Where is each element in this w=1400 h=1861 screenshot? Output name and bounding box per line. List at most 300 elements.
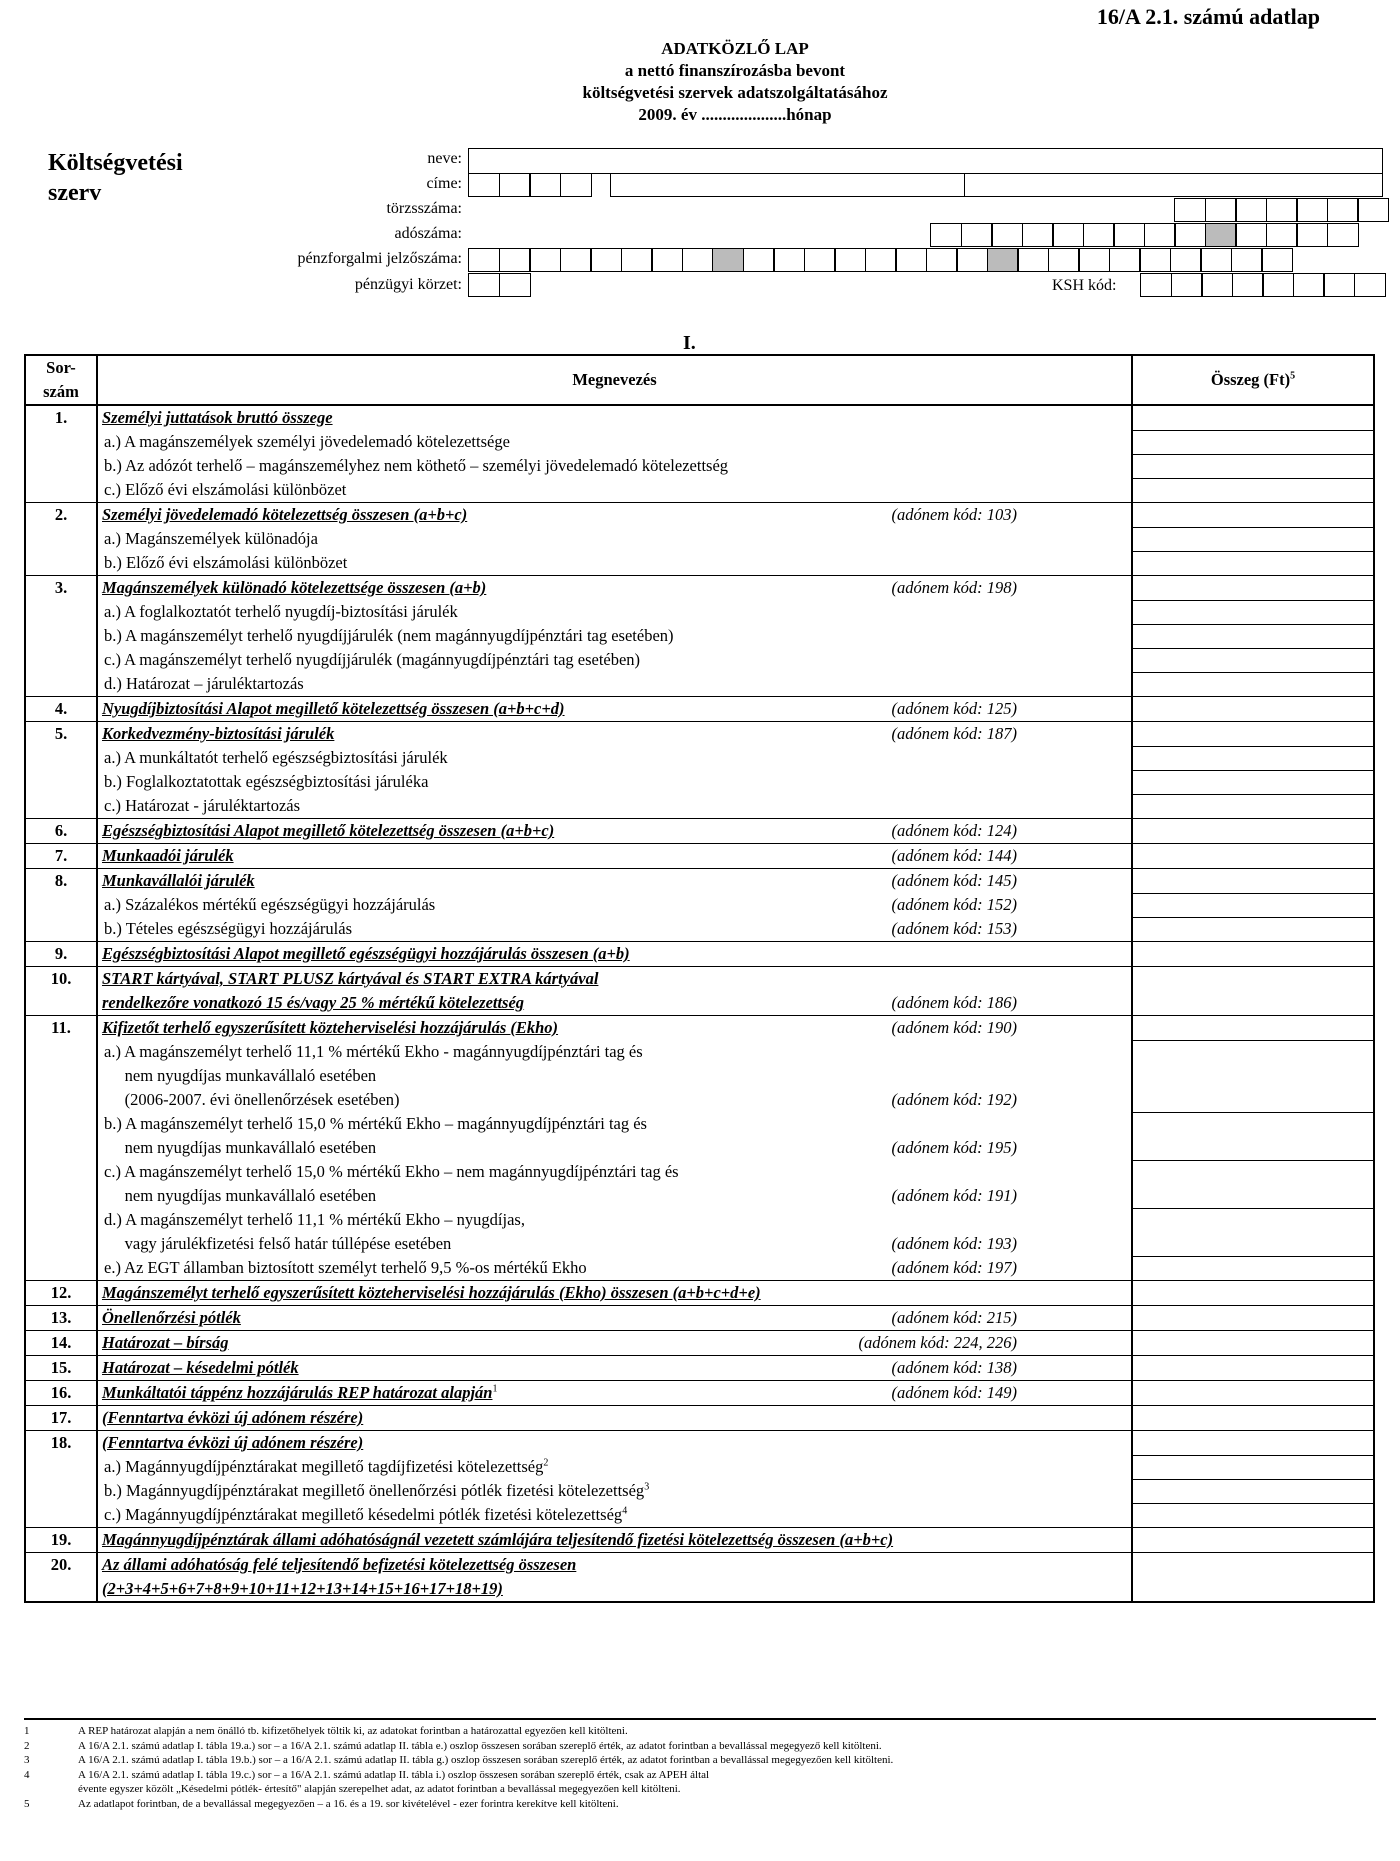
tax-code: (adónem kód: 197) [891,1258,1017,1277]
amount-cell[interactable] [1132,672,1374,697]
row-label: Nyugdíjbiztosítási Alapot megillető kötelezettség összesen (a+b+c+d) [102,699,565,718]
row-text-line [102,1088,1127,1112]
table-row [25,1208,1374,1256]
table-row [25,1331,1374,1356]
footnote [24,1739,1384,1754]
row-text-line [102,1381,1127,1405]
table-row [25,430,1374,454]
address-city-field[interactable] [610,173,965,197]
row-label: Személyi jövedelemadó kötelezettség összesen (a+b+c) [102,505,468,524]
amount-cell[interactable] [1132,746,1374,770]
row-text-line [102,1112,1127,1136]
row-description [97,1479,1132,1503]
row-label: a.) A magánszemélyek személyi jövedelemadó kötelezettsége [104,432,510,451]
table-row [25,1256,1374,1281]
row-text-line [102,576,1127,600]
row-number: 16. [25,1381,97,1406]
row-description [97,624,1132,648]
amount-cell[interactable] [1132,967,1374,1016]
amount-cell[interactable] [1132,1112,1374,1160]
tax-code: (adónem kód: 215) [891,1308,1017,1327]
row-description [97,942,1132,967]
row-label: Kifizetőt terhelő egyszerűsített közteherviselési hozzájárulás (Ekho) [102,1018,559,1037]
table-row [25,1016,1374,1041]
table-row [25,794,1374,819]
footnote-ref: 4 [622,1505,628,1517]
row-label: nem nyugdíjas munkavállaló esetében [104,1138,377,1157]
row-label: (Fenntartva évközi új adónem részére) [102,1408,364,1427]
footnote-ref: 2 [543,1457,549,1469]
row-description [97,819,1132,844]
row-label: a.) A munkáltatót terhelő egészségbiztosítási járulék [104,748,448,767]
amount-cell[interactable] [1132,770,1374,794]
table-row [25,869,1374,894]
row-number: 4. [25,697,97,722]
row-number: 18. [25,1431,97,1456]
row-number [25,600,97,624]
footnotes [24,1724,1384,1811]
amount-cell[interactable] [1132,1431,1374,1456]
table-row [25,527,1374,551]
row-description [97,1306,1132,1331]
row-description [97,576,1132,601]
row-label: Munkáltatói táppénz hozzájárulás REP határozat alapján [102,1383,493,1402]
form-header [430,38,1040,126]
header-name: Megnevezés [97,355,1132,405]
footnote [24,1797,1384,1812]
row-label: Önellenőrzési pótlék [102,1308,241,1327]
table-row [25,770,1374,794]
section-number: I. [683,332,696,354]
row-label: vagy járulékfizetési felső határ túllépése esetében [104,1234,452,1253]
row-number [25,1160,97,1208]
footnote-text: A 16/A 2.1. számú adatlap I. tábla 19.c.) sor – a 16/A 2.1. számú adatlap II. tábla i.) oszlop összesen sorában szereplő érték, csak az APEH által [78,1768,710,1781]
main-table [24,354,1375,1603]
row-text-line [102,722,1127,746]
row-text-line [102,1306,1127,1330]
table-row [25,893,1374,917]
amount-cell[interactable] [1132,1160,1374,1208]
tax-code: (adónem kód: 192) [891,1090,1017,1109]
row-description [97,1256,1132,1281]
row-description [97,1208,1132,1256]
row-text-line [102,1232,1127,1256]
footnote-divider [24,1718,1376,1720]
row-text-line [102,1256,1127,1280]
row-number: 15. [25,1356,97,1381]
row-text-line [102,1160,1127,1184]
footnote [24,1753,1384,1768]
footnote-text: évente egyszer közölt „Késedelmi pótlék- értesítő" alapján szerepelhet adat, az adatot forintban a bevallással megegyezően kell kitölteni. [78,1783,681,1795]
tax-code: (adónem kód: 195) [891,1138,1017,1157]
row-number: 17. [25,1406,97,1431]
row-number [25,1503,97,1528]
table-row [25,454,1374,478]
row-text-line [102,1136,1127,1160]
amount-cell[interactable] [1132,1356,1374,1381]
row-number: 14. [25,1331,97,1356]
row-text-line [102,454,1127,478]
row-label: (2006-2007. évi önellenőrzések esetében) [104,1090,400,1109]
row-text-line [102,991,1127,1015]
row-text-line [102,1184,1127,1208]
row-number: 19. [25,1528,97,1553]
row-label: Az állami adóhatóság felé teljesítendő befizetési kötelezettség összesen [102,1555,577,1574]
tax-code: (adónem kód: 103) [891,505,1017,524]
row-description [97,503,1132,528]
row-text-line [102,770,1127,794]
row-label: Egészségbiztosítási Alapot megillető egészségügyi hozzájárulás összesen (a+b) [102,944,630,963]
table-row [25,503,1374,528]
row-label: START kártyával, START PLUSZ kártyával és START EXTRA kártyával [102,969,599,988]
row-description [97,722,1132,747]
row-text-line [102,917,1127,941]
row-number [25,746,97,770]
row-label: Munkaadói járulék [102,846,234,865]
row-label: Magánnyugdíjpénztárak állami adóhatóságnál vezetett számlájára teljesítendő fizetési kötelezettség összesen (a+b+c) [102,1530,894,1549]
address-zip-cells[interactable] [468,173,590,197]
table-row [25,917,1374,942]
row-number [25,1455,97,1479]
amount-cell[interactable] [1132,600,1374,624]
amount-cell[interactable] [1132,1381,1374,1406]
table-body [25,405,1374,1602]
table-row [25,624,1374,648]
amount-cell[interactable] [1132,503,1374,528]
amount-cell[interactable] [1132,893,1374,917]
table-row [25,697,1374,722]
tax-code: (adónem kód: 152) [891,895,1017,914]
footnote-text: Az adatlapot forintban, de a bevallással megegyezően – a 16. és a 19. sor kivételével - ezer forintra kerekítve kell kitölteni. [78,1797,619,1810]
tax-code: (adónem kód: 153) [891,919,1017,938]
table-row [25,1356,1374,1381]
table-row [25,1528,1374,1553]
table-row [25,967,1374,1016]
amount-cell[interactable] [1132,1406,1374,1431]
row-number: 1. [25,405,97,430]
footnote-text: A 16/A 2.1. számú adatlap I. tábla 19.a.) sor – a 16/A 2.1. számú adatlap II. tábla e.) oszlop összesen sorában szereplő érték, az adatot forintban a bevallással megegyező kell kitölteni. [78,1739,882,1752]
row-label: Magánszemélyt terhelő egyszerűsített közteherviselési hozzájárulás (Ekho) összesen (a+b+c+d+e) [102,1283,761,1302]
row-description [97,1112,1132,1160]
org-title-line2: szerv [48,180,102,206]
amount-cell[interactable] [1132,430,1374,454]
account-number-cells[interactable] [468,248,1292,272]
row-text-line [102,1040,1127,1064]
row-description [97,478,1132,503]
amount-cell[interactable] [1132,917,1374,942]
table-row [25,672,1374,697]
row-number: 10. [25,967,97,1016]
row-label: Személyi juttatások bruttó összege [102,408,333,427]
footnote-text: A REP határozat alapján a nem önálló tb. kifizetőhelyek töltik ki, az adatokat forintban a határozattal egyezően kell kitölteni. [78,1725,628,1737]
row-text-line [102,942,1127,966]
row-label: b.) Az adózót terhelő – magánszemélyhez nem köthető – személyi jövedelemadó kötelezettség [104,456,729,475]
footnote-number: 5 [24,1797,30,1810]
row-text-line [102,1356,1127,1380]
row-description [97,1431,1132,1456]
row-text-line [102,1577,1127,1601]
district-cells[interactable] [468,273,529,297]
table-row [25,478,1374,503]
tax-code: (adónem kód: 149) [891,1383,1017,1402]
amount-cell[interactable] [1132,551,1374,576]
row-label: b.) Magánnyugdíjpénztárakat megillető önellenőrzési pótlék fizetési kötelezettség [104,1481,645,1500]
row-label: a.) Százalékos mértékű egészségügyi hozzájárulás [104,895,436,914]
row-description [97,967,1132,1016]
row-label: b.) A magánszemélyt terhelő nyugdíjjárulék (nem magánnyugdíjpénztári tag esetében) [104,626,674,645]
amount-cell[interactable] [1132,722,1374,747]
table-row [25,1431,1374,1456]
row-text-line [102,648,1127,672]
row-text-line [102,1528,1127,1552]
amount-cell[interactable] [1132,697,1374,722]
address-street-field[interactable] [964,173,1383,197]
row-text-line [102,406,1127,430]
row-label: a.) Magánnyugdíjpénztárakat megillető tagdíjfizetési kötelezettség [104,1457,544,1476]
table-row [25,1455,1374,1479]
row-number: 20. [25,1553,97,1603]
footnote [24,1782,1384,1797]
footnote-text: A 16/A 2.1. számú adatlap I. tábla 19.b.) sor – a 16/A 2.1. számú adatlap II. tábla g.) oszlop összesen sorában szereplő érték, az adatot forintban a bevallással megegyezően kell kitölteni. [78,1754,894,1766]
form-subtitle-2: költségvetési szervek adatszolgáltatásához [582,83,888,102]
table-row [25,600,1374,624]
row-label: (Fenntartva évközi új adónem részére) [102,1433,364,1452]
row-label: nem nyugdíjas munkavállaló esetében [104,1186,377,1205]
tax-code: (adónem kód: 198) [891,578,1017,597]
amount-cell[interactable] [1132,576,1374,601]
row-description [97,794,1132,819]
row-label: c.) A magánszemélyt terhelő nyugdíjjárulék (magánnyugdíjpénztári tag esetében) [104,650,641,669]
row-text-line [102,1553,1127,1577]
row-label: d.) Határozat – járuléktartozás [104,674,304,693]
label-registry: törzsszáma: [386,200,462,217]
row-text-line [102,1064,1127,1088]
footnote-number: 4 [24,1768,30,1781]
amount-cell[interactable] [1132,1208,1374,1256]
row-text-line [102,624,1127,648]
row-label: rendelkezőre vonatkozó 15 és/vagy 25 % mértékű kötelezettség [102,993,525,1012]
table-row [25,942,1374,967]
row-number [25,1479,97,1503]
row-number [25,1040,97,1112]
amount-cell[interactable] [1132,1503,1374,1528]
table-row [25,1112,1374,1160]
amount-cell[interactable] [1132,478,1374,503]
tax-code: (adónem kód: 187) [891,724,1017,743]
table-row [25,1553,1374,1603]
row-label: b.) Foglalkoztatottak egészségbiztosítási járuléka [104,772,429,791]
tax-code: (adónem kód: 145) [891,871,1017,890]
footnote-number [24,1782,78,1797]
amount-cell[interactable] [1132,454,1374,478]
row-number [25,1112,97,1160]
row-description [97,405,1132,430]
amount-cell[interactable] [1132,844,1374,869]
table-row [25,722,1374,747]
row-text-line [102,600,1127,624]
amount-cell[interactable] [1132,1256,1374,1281]
amount-cell[interactable] [1132,1553,1374,1603]
row-description [97,697,1132,722]
row-number [25,1208,97,1256]
row-label: Magánszemélyek különadó kötelezettsége összesen (a+b) [102,578,487,597]
header-amount: Összeg $(Ft)^5$ [1132,355,1374,405]
row-number [25,893,97,917]
footnote-ref: 1 [492,1383,498,1395]
row-number: 7. [25,844,97,869]
row-number [25,672,97,697]
row-description [97,1528,1132,1553]
row-number [25,1256,97,1281]
row-number [25,770,97,794]
amount-cell[interactable] [1132,648,1374,672]
row-text-line [102,967,1127,991]
row-text-line [102,1016,1127,1040]
form-title: ADATKÖZLŐ LAP [661,39,809,58]
row-description [97,1331,1132,1356]
tax-code: (adónem kód: 191) [891,1186,1017,1205]
row-description [97,1040,1132,1112]
row-label: Korkedvezmény-biztosítási járulék [102,724,335,743]
row-number: 2. [25,503,97,528]
label-name: neve: [427,150,462,167]
footnote-number: 2 [24,1739,30,1752]
row-text-line [102,746,1127,770]
label-account: pénzforgalmi jelzőszáma: [297,250,462,267]
row-description [97,1016,1132,1041]
row-label: Munkavállalói járulék [102,871,255,890]
table-row [25,1381,1374,1406]
amount-cell[interactable] [1132,1016,1374,1041]
row-text-line [102,672,1127,696]
row-label: b.) Tételes egészségügyi hozzájárulás [104,919,353,938]
row-text-line [102,869,1127,893]
table-row [25,576,1374,601]
row-text-line [102,697,1127,721]
amount-cell[interactable] [1132,794,1374,819]
table-row [25,1406,1374,1431]
row-description [97,527,1132,551]
amount-cell[interactable] [1132,1040,1374,1112]
form-period: 2009. év ....................hónap [638,105,832,124]
row-text-line [102,893,1127,917]
table-row [25,1503,1374,1528]
row-number [25,430,97,454]
row-text-line [102,478,1127,502]
footnote-number: 3 [24,1754,30,1766]
row-text-line [102,1406,1127,1430]
amount-cell[interactable] [1132,1479,1374,1503]
label-district: pénzügyi körzet: [354,276,462,293]
row-description [97,1503,1132,1528]
tax-code: (adónem kód: 186) [891,993,1017,1012]
row-text-line [102,1479,1127,1503]
table-row [25,551,1374,576]
amount-cell[interactable] [1132,1281,1374,1306]
row-number [25,794,97,819]
amount-cell[interactable] [1132,1306,1374,1331]
tax-code: (adónem kód: 125) [891,699,1017,718]
row-text-line [102,527,1127,551]
amount-cell[interactable] [1132,819,1374,844]
name-field[interactable] [468,148,1383,174]
amount-cell[interactable] [1132,1331,1374,1356]
row-text-line [102,1431,1127,1455]
table-row [25,819,1374,844]
row-text-line [102,819,1127,843]
amount-cell[interactable] [1132,1455,1374,1479]
row-number [25,624,97,648]
ksh-cells[interactable] [1140,273,1384,297]
row-label: Határozat – bírság [102,1333,229,1352]
row-text-line [102,1281,1127,1305]
row-description [97,1455,1132,1479]
tax-code: (adónem kód: 124) [891,821,1017,840]
row-description [97,1160,1132,1208]
footnote [24,1768,1384,1783]
row-label: b.) Előző évi elszámolási különbözet [104,553,348,572]
tax-code: (adónem kód: 190) [891,1018,1017,1037]
row-number: 12. [25,1281,97,1306]
row-label: a.) A magánszemélyt terhelő 11,1 % mértékű Ekho - magánnyugdíjpénztári tag és [104,1042,643,1061]
row-label: (2+3+4+5+6+7+8+9+10+11+12+13+14+15+16+17+18+19) [102,1579,503,1598]
tax-code: (adónem kód: 224, 226) [858,1333,1017,1352]
row-text-line [102,794,1127,818]
tax-code: (adónem kód: 144) [891,846,1017,865]
row-label: c.) Magánnyugdíjpénztárakat megillető késedelmi pótlék fizetési kötelezettség [104,1505,623,1524]
table-row [25,1479,1374,1503]
amount-cell[interactable] [1132,942,1374,967]
row-label: Egészségbiztosítási Alapot megillető kötelezettség összesen (a+b+c) [102,821,555,840]
row-number [25,454,97,478]
row-label: c.) Határozat - járuléktartozás [104,796,301,815]
label-ksh: KSH kód: [1052,277,1117,294]
row-number [25,917,97,942]
row-label: d.) A magánszemélyt terhelő 11,1 % mértékű Ekho – nyugdíjas, [104,1210,525,1229]
row-text-line [102,503,1127,527]
row-text-line [102,1331,1127,1355]
row-number [25,478,97,503]
row-description [97,648,1132,672]
row-description [97,893,1132,917]
row-description [97,454,1132,478]
row-description [97,1406,1132,1431]
row-number: 5. [25,722,97,747]
row-number: 8. [25,869,97,894]
amount-cell[interactable] [1132,405,1374,430]
row-number: 11. [25,1016,97,1041]
amount-cell[interactable] [1132,624,1374,648]
row-number: 13. [25,1306,97,1331]
amount-cell[interactable] [1132,527,1374,551]
registry-cells[interactable] [1174,198,1388,222]
row-label: nem nyugdíjas munkavállaló esetében [104,1066,377,1085]
tax-number-cells[interactable] [930,223,1357,247]
row-description [97,430,1132,454]
row-description [97,844,1132,869]
row-description [97,1381,1132,1406]
amount-cell[interactable] [1132,1528,1374,1553]
form-subtitle-1: a nettó finanszírozásba bevont [624,61,846,80]
row-text-line [102,430,1127,454]
row-text-line [102,1208,1127,1232]
row-description [97,1356,1132,1381]
amount-cell[interactable] [1132,869,1374,894]
org-title [48,148,228,208]
table-row [25,1040,1374,1112]
table-row [25,746,1374,770]
label-tax: adószáma: [394,225,462,242]
